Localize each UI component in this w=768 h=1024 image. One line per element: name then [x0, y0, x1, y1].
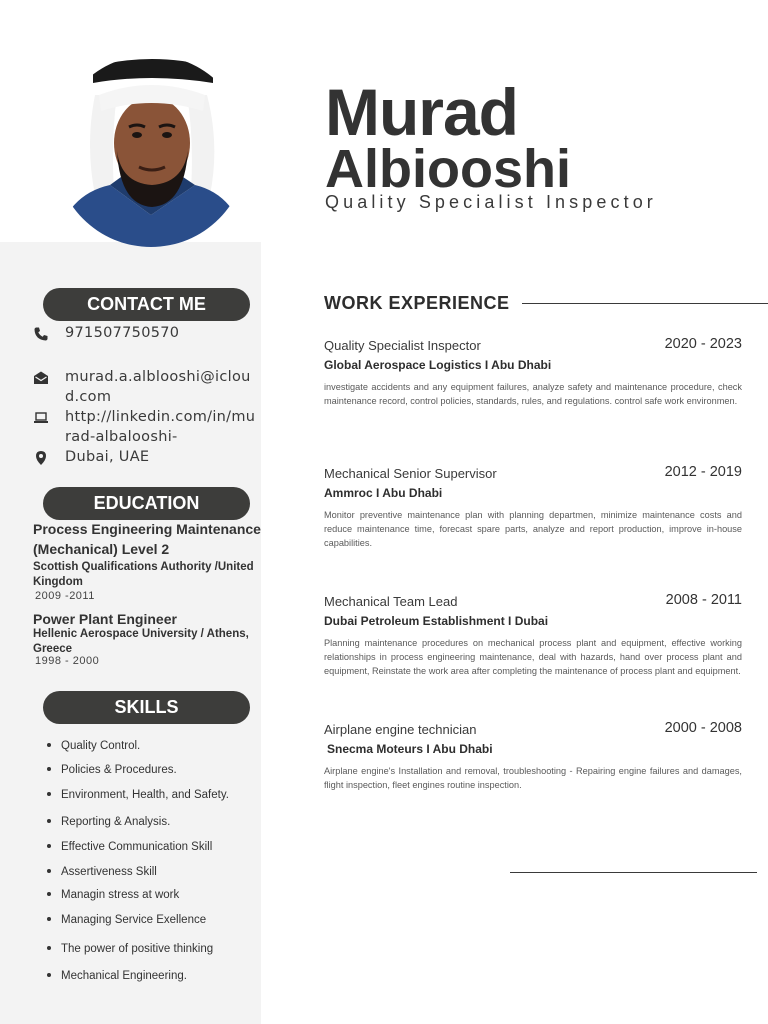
job-role: Airplane engine technician [324, 722, 477, 737]
skill-item [47, 764, 177, 776]
job-company: Snecma Moteurs I Abu Dhabi [327, 742, 493, 756]
job-role: Mechanical Team Lead [324, 594, 458, 609]
first-name: Murad [325, 75, 518, 149]
bullet [47, 792, 51, 796]
job-years: 2008 - 2011 [665, 592, 742, 608]
job-years: 2000 - 2008 [664, 720, 742, 736]
contact-heading: CONTACT ME [43, 288, 250, 321]
skill-item [47, 914, 206, 926]
job-company: Dubai Petroleum Establishment I Dubai [324, 614, 549, 628]
bullet [47, 819, 51, 823]
bullet [47, 743, 51, 747]
job-company: Ammroc I Abu Dhabi [324, 486, 443, 500]
skill-label: Effective Communication Skill [61, 841, 213, 853]
job-role: Quality Specialist Inspector [324, 338, 481, 353]
heading-divider [522, 303, 768, 304]
skill-label: Quality Control. [61, 740, 141, 752]
skill-label: Managin stress at work [61, 889, 180, 901]
email-address[interactable]: murad.a.alblooshi@icloud.com [65, 369, 251, 405]
job-title: Quality Specialist Inspector [325, 192, 657, 212]
bullet [47, 917, 51, 921]
bullet [47, 973, 51, 977]
skill-item [47, 970, 187, 982]
skill-item [47, 889, 179, 901]
skill-item [47, 789, 229, 801]
linkedin-url[interactable]: http://linkedin.com/in/murad-albalooshi- [65, 409, 256, 445]
job-description: Monitor preventive maintenance plan with planning departmen, minimize maintenance costs and reduce maintenance time, forecast spare parts, analyze and report production, improve in-house capabilities. [324, 510, 742, 548]
skill-label: Environment, Health, and Safety. [61, 789, 229, 801]
job-years: 2012 - 2019 [664, 464, 742, 480]
laptop-icon [33, 410, 49, 426]
job-company: Global Aerospace Logistics I Abu Dhabi [324, 358, 552, 372]
location: Dubai, UAE [65, 449, 150, 465]
bottom-divider [510, 872, 757, 873]
location-pin-icon [33, 450, 49, 466]
skill-item [47, 866, 157, 878]
education-degree: Process Engineering Maintenance (Mechanical) Level 2 [33, 521, 261, 557]
skill-item [47, 841, 212, 853]
skill-label: Policies & Procedures. [61, 764, 177, 776]
skill-item [47, 740, 140, 752]
skill-item [47, 943, 213, 955]
job-description: Airplane engine's Installation and removal, troubleshooting - Repairing engine failures and damages, flight inspection, fleet engines routine inspection. [324, 766, 742, 790]
phone-icon [33, 326, 49, 342]
education-degree: Power Plant Engineer [33, 611, 177, 627]
bullet [47, 767, 51, 771]
education-years: 1998 - 2000 [35, 655, 100, 667]
envelope-icon [33, 370, 49, 386]
skill-label: The power of positive thinking [61, 943, 214, 955]
skill-label: Assertiveness Skill [61, 866, 157, 878]
skill-label: Managing Service Exellence [61, 914, 207, 926]
bullet [47, 892, 51, 896]
job-role: Mechanical Senior Supervisor [324, 466, 497, 481]
last-name: Albiooshi [325, 139, 571, 199]
bullet [47, 869, 51, 873]
phone-number: 971507750570 [65, 325, 180, 341]
skill-item [47, 816, 170, 828]
job-description: Planning maintenance procedures on mechanical process plant and equipment, effective working relationships in process engineering maintenance, deal with hazards, hand over process plant and equipment, Reinstate the work area after completing the maintenance of process plant and equipment. [324, 638, 742, 676]
work-experience-heading: WORK EXPERIENCE [324, 293, 510, 313]
bullet [47, 946, 51, 950]
skill-label: Mechanical Engineering. [61, 970, 187, 982]
skill-label: Reporting & Analysis. [61, 816, 171, 828]
skills-heading: SKILLS [43, 691, 250, 724]
education-years: 2009 -2011 [35, 590, 95, 602]
profile-photo [55, 55, 247, 247]
education-institution: Scottish Qualifications Authority /United Kingdom [33, 561, 254, 588]
education-institution: Hellenic Aerospace University / Athens, Greece [33, 628, 249, 655]
bullet [47, 844, 51, 848]
job-years: 2020 - 2023 [664, 336, 742, 352]
job-description: investigate accidents and any equipment failures, analyze safety and maintenance procedure, check maintenance record, control policies, standards, rules, and regulations. control safe work environmen. [324, 382, 742, 406]
education-heading: EDUCATION [43, 487, 250, 520]
